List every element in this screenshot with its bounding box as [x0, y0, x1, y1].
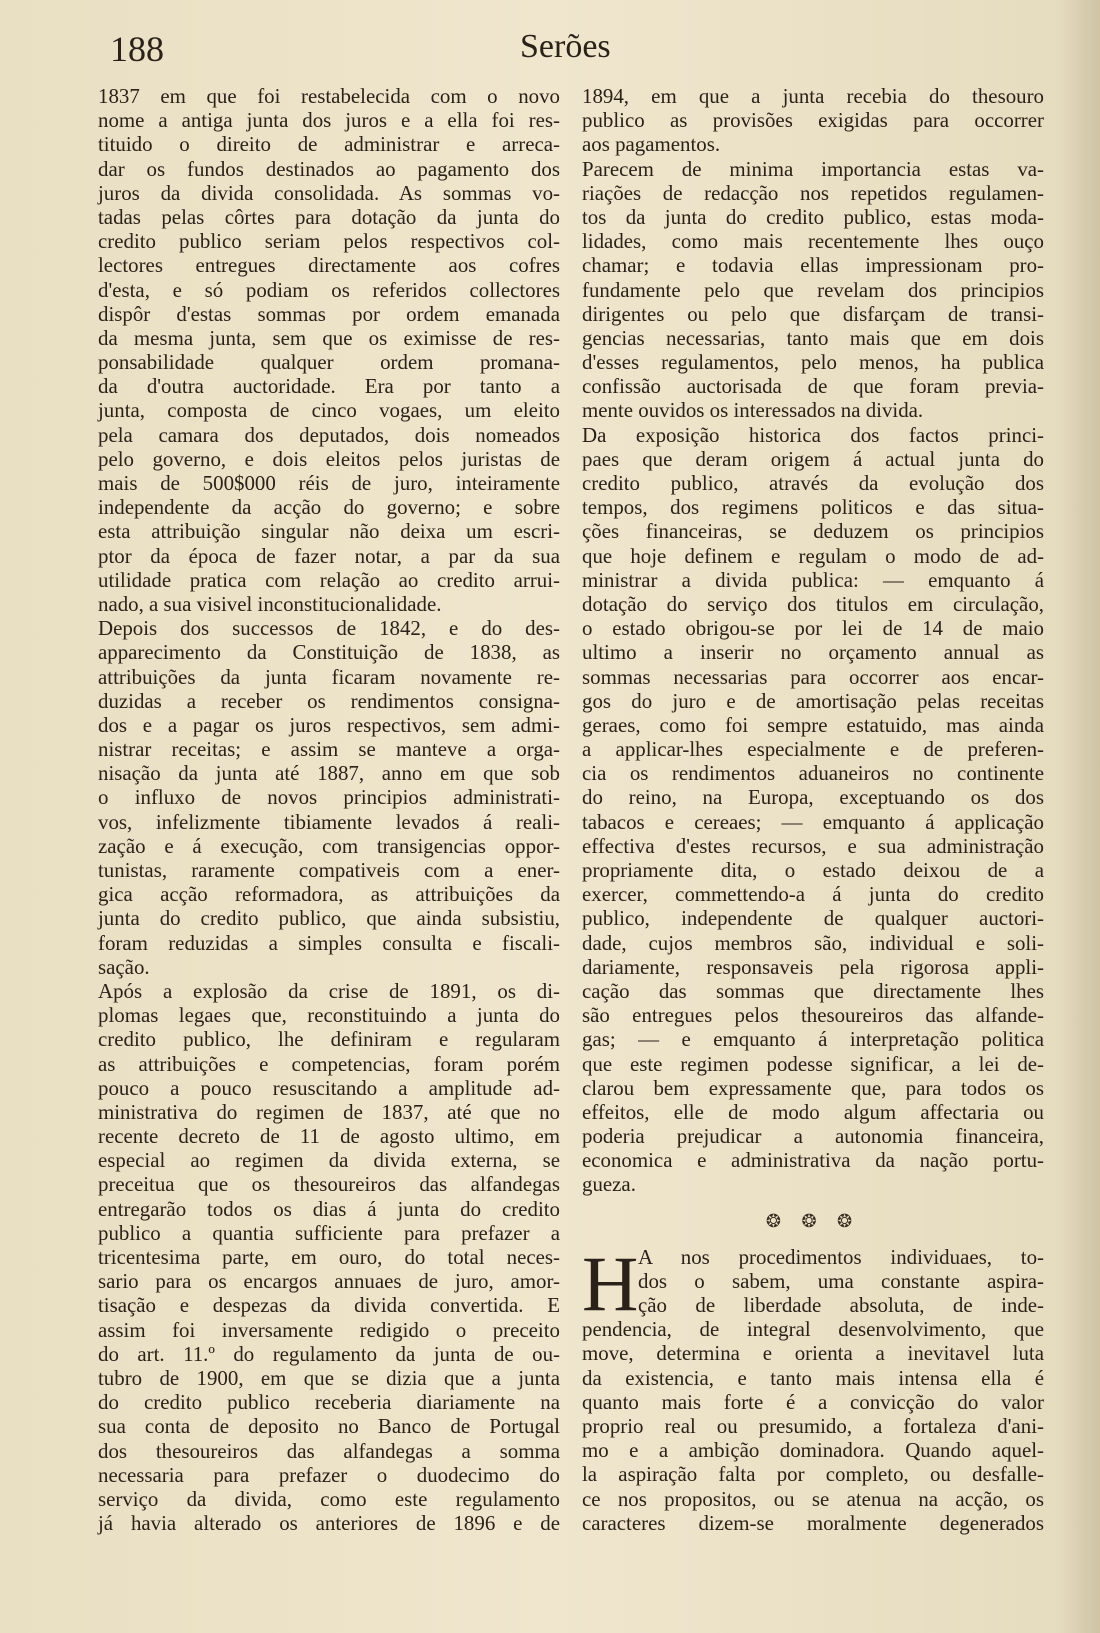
- text-line: credito publico seriam pelos respectivos col-: [98, 229, 560, 254]
- text-line: apparecimento da Constituição de 1838, as: [98, 640, 560, 665]
- text-line: ministrativa do regimen de 1837, até que no: [98, 1099, 560, 1124]
- text-line: poderia prejudicar a autonomia financeira,: [582, 1124, 1044, 1149]
- text-line: sua conta de deposito no Banco de Portugal: [98, 1414, 560, 1439]
- text-line: vos, infelizmente tibiamente levados á reali-: [98, 809, 560, 834]
- text-line: credito publico, através da evolução dos: [582, 471, 1044, 495]
- text-line: caracteres dizem-se moralmente degenerados: [582, 1510, 1044, 1535]
- text-line: 1837 em que foi restabelecida com o novo: [98, 84, 560, 108]
- text-line: clarou bem expressamente que, para todos os: [582, 1075, 1044, 1100]
- text-line: gueza.: [582, 1172, 636, 1197]
- text-line: foram reduzidas a simples consulta e fiscali-: [98, 930, 560, 955]
- text-line: move, determina e orienta a inevitavel luta: [582, 1341, 1044, 1366]
- text-line: quanto mais forte é a convicção do valor: [582, 1389, 1044, 1414]
- text-line: a applicar-lhes especialmente e de preferen-: [582, 737, 1044, 762]
- text-line: assim foi inversamente redigido o preceito: [98, 1317, 560, 1342]
- text-line: duzidas a receber os rendimentos consigna-: [98, 688, 560, 713]
- text-line: geraes, como foi sempre estatuido, mas ainda: [582, 712, 1044, 737]
- text-line: gencias necessarias, tanto mais que em dois: [582, 325, 1044, 350]
- text-line: propriamente dita, o estado deixou de a: [582, 858, 1044, 882]
- section-start: [582, 1239, 1044, 1535]
- text-line: mente ouvidos os interessados na divida.: [582, 398, 924, 423]
- text-line: gos do juro e de amortisação pelas receitas: [582, 688, 1044, 713]
- text-line: 1894, em que a junta recebia do thesouro: [582, 84, 1044, 108]
- text-line: ultimo a inserir no orçamento annual as: [582, 640, 1044, 665]
- text-line: gica acção reformadora, as attribuições da: [98, 882, 560, 907]
- text-line: preceitua que os thesoureiros das alfandegas: [98, 1172, 560, 1197]
- text-line: sação.: [98, 954, 150, 979]
- left-column: [98, 84, 560, 1535]
- text-line: pelo governo, e dois eleitos pelos juristas de: [98, 446, 560, 471]
- text-line: dirigentes ou pelo que disfarçam de transi-: [582, 301, 1044, 326]
- running-title: Serões: [520, 28, 611, 65]
- text-line: tisação e despezas da divida convertida. E: [98, 1293, 560, 1318]
- text-line: nistrar receitas; e assim se manteve a orga-: [98, 737, 560, 762]
- page-header: [110, 28, 1060, 78]
- text-line: nisação da junta até 1887, anno em que sob: [98, 761, 560, 786]
- text-line: tempos, dos regimens politicos e das situa-: [582, 495, 1044, 520]
- text-line: ministrar a divida publica: — emquanto á: [582, 567, 1044, 592]
- text-line: sommas necessarias para occorrer aos encar-: [582, 664, 1044, 689]
- text-line: tricentesima parte, em ouro, do total neces-: [98, 1245, 560, 1269]
- text-line: do credito publico receberia diariamente na: [98, 1390, 560, 1415]
- text-line: Após a explosão da crise de 1891, os di-: [98, 978, 560, 1003]
- text-line: dar os fundos destinados ao pagamento dos: [98, 156, 560, 181]
- text-line: zação e á execução, com transigencias oppor-: [98, 833, 560, 858]
- text-line: que hoje definem e regulam o modo de ad-: [582, 543, 1044, 568]
- text-line: paes que deram origem á actual junta do: [582, 446, 1044, 471]
- right-column-bottom: [582, 1317, 1044, 1535]
- text-line: cação das sommas que directamente lhes: [582, 978, 1044, 1003]
- text-line: esta attribuição singular não deixa um escri-: [98, 519, 560, 544]
- text-line: A nos procedimentos individuaes, to-: [638, 1244, 1044, 1269]
- text-line: lectores entregues directamente aos cofres: [98, 253, 560, 278]
- page-number: 188: [110, 29, 164, 69]
- text-line: tituido o direito de administrar e arreca-: [98, 132, 560, 157]
- text-line: do reino, na Europa, exceptuando os dos: [582, 785, 1044, 810]
- text-line: tadas pelas côrtes para dotação da junta do: [98, 204, 560, 229]
- text-line: ção de liberdade absoluta, de inde-: [638, 1293, 1044, 1317]
- text-line: tubro de 1900, em que se dizia que a junta: [98, 1365, 560, 1390]
- text-line: credito publico, lhe definiram e regularam: [98, 1027, 560, 1052]
- text-line: recente decreto de 11 de agosto ultimo, em: [98, 1124, 560, 1149]
- text-line: necessaria para prefazer o duodecimo do: [98, 1462, 560, 1487]
- text-line: utilidade pratica com relação ao credito arrui-: [98, 567, 560, 592]
- text-line: Parecem de minima importancia estas va-: [582, 156, 1044, 181]
- text-line: independente da acção do governo; e sobre: [98, 495, 560, 520]
- text-line: fundamente pelo que revelam dos principios: [582, 277, 1044, 302]
- text-line: dariamente, responsaveis pela rigorosa appli-: [582, 954, 1044, 979]
- text-line: riações de redacção nos repetidos regulamen-: [582, 180, 1044, 205]
- text-line: pela camara dos deputados, dois nomeados: [98, 422, 560, 447]
- text-line: as attribuições e competencias, foram porém: [98, 1051, 560, 1076]
- right-column: [582, 84, 1044, 1535]
- text-line: ce nos propositos, ou se atenua na acção, os: [582, 1486, 1044, 1511]
- text-line: o estado obrigou-se por lei de 14 de maio: [582, 616, 1044, 641]
- text-line: da mesma junta, sem que os eximisse de res-: [98, 325, 560, 350]
- text-line: effectiva d'estes recursos, e sua administração: [582, 833, 1044, 858]
- text-line: dos e a pagar os juros respectivos, sem admi-: [98, 712, 560, 737]
- text-line: effeitos, elle de modo algum affectaria ou: [582, 1099, 1044, 1124]
- text-line: gas; — e emquanto á interpretação politica: [582, 1027, 1044, 1052]
- text-line: já havia alterado os anteriores de 1896 e de: [98, 1511, 560, 1536]
- text-line: especial ao regimen da divida externa, se: [98, 1148, 560, 1173]
- text-line: tunistas, raramente compativeis com a ener-: [98, 858, 560, 882]
- text-line: ptor da época de fazer notar, a par da sua: [98, 543, 560, 568]
- text-line: Depois dos successos de 1842, e do des-: [98, 616, 560, 641]
- text-line: publico, independente de qualquer auctori-: [582, 906, 1044, 931]
- text-line: ponsabilidade qualquer ordem promana-: [98, 350, 560, 375]
- text-line: tos da junta do credito publico, estas moda-: [582, 204, 1044, 229]
- text-line: sario para os encargos annuaes de juro, amor-: [98, 1269, 560, 1294]
- text-line: pouco a pouco resuscitando a amplitude ad-: [98, 1075, 560, 1100]
- text-line: la aspiração falta por completo, ou desfalle-: [582, 1462, 1044, 1487]
- text-line: d'esta, e só podiam os referidos collectores: [98, 277, 560, 302]
- section-ornament: ❂ ❂ ❂: [765, 1210, 861, 1231]
- text-line: pendencia, de integral desenvolvimento, que: [582, 1317, 1044, 1342]
- text-line: mais de 500$000 réis de juro, inteiramente: [98, 471, 560, 495]
- text-line: tabacos e cereaes; — emquanto á applicação: [582, 809, 1044, 834]
- text-line: attribuições da junta ficaram novamente re-: [98, 664, 560, 689]
- text-line: publico as provisões exigidas para occorrer: [582, 108, 1044, 133]
- text-line: proprio real ou presumido, a fortaleza d'ani-: [582, 1413, 1044, 1438]
- text-line: confissão auctorisada de que foram previa-: [582, 374, 1044, 399]
- text-line: da d'outra auctoridade. Era por tanto a: [98, 374, 560, 399]
- text-line: mo e a ambição dominadora. Quando aquel-: [582, 1438, 1044, 1463]
- dropcap-indented-lines: [582, 1239, 1044, 1327]
- text-line: dotação do serviço dos titulos em circulação,: [582, 591, 1044, 616]
- text-line: dos o sabem, uma constante aspira-: [638, 1268, 1044, 1293]
- text-line: aos pagamentos.: [582, 132, 721, 157]
- text-line: dos thesoureiros das alfandegas a somma: [98, 1438, 560, 1463]
- text-line: que este regimen podesse significar, a lei de-: [582, 1051, 1044, 1076]
- text-line: economica e administrativa da nação portu-: [582, 1148, 1044, 1173]
- right-column-top: [582, 84, 1044, 1197]
- text-line: junta do credito publico, que ainda subsistiu,: [98, 906, 560, 931]
- text-line: nome a antiga junta dos juros e a ella foi res-: [98, 108, 560, 133]
- text-line: plomas legaes que, reconstituindo a junta do: [98, 1003, 560, 1028]
- text-line: juros da divida consolidada. As sommas vo-: [98, 180, 560, 205]
- text-line: dade, cujos membros são, individual e soli-: [582, 930, 1044, 955]
- text-line: exercer, commettendo-a á junta do credito: [582, 882, 1044, 907]
- text-line: da existencia, e tanto mais intensa ella é: [582, 1365, 1044, 1390]
- text-line: do art. 11.º do regulamento da junta de ou-: [98, 1341, 560, 1366]
- text-line: Da exposição historica dos factos princi-: [582, 422, 1044, 447]
- dropcap-letter: H: [582, 1239, 639, 1327]
- text-line: junta, composta de cinco vogaes, um eleito: [98, 398, 560, 423]
- text-line: entregarão todos os dias á junta do credito: [98, 1196, 560, 1221]
- text-line: chamar; e todavia ellas impressionam pro-: [582, 253, 1044, 278]
- text-line: publico a quantia sufficiente para prefazer a: [98, 1220, 560, 1245]
- text-line: serviço da divida, como este regulamento: [98, 1486, 560, 1511]
- text-line: o influxo de novos principios administrati-: [98, 785, 560, 810]
- text-line: cia os rendimentos aduaneiros no continente: [582, 761, 1044, 786]
- text-line: lidades, como mais recentemente lhes ouço: [582, 229, 1044, 254]
- ornament-row: [582, 1197, 1044, 1245]
- text-line: ções financeiras, se deduzem os principios: [582, 519, 1044, 544]
- text-line: d'esses regulamentos, pelo menos, ha publica: [582, 350, 1044, 375]
- text-line: são entregues pelos thesoureiros das alfande-: [582, 1003, 1044, 1028]
- text-line: nado, a sua visivel inconstitucionalidade.: [98, 591, 442, 616]
- text-line: dispôr d'estas sommas por ordem emanada: [98, 301, 560, 326]
